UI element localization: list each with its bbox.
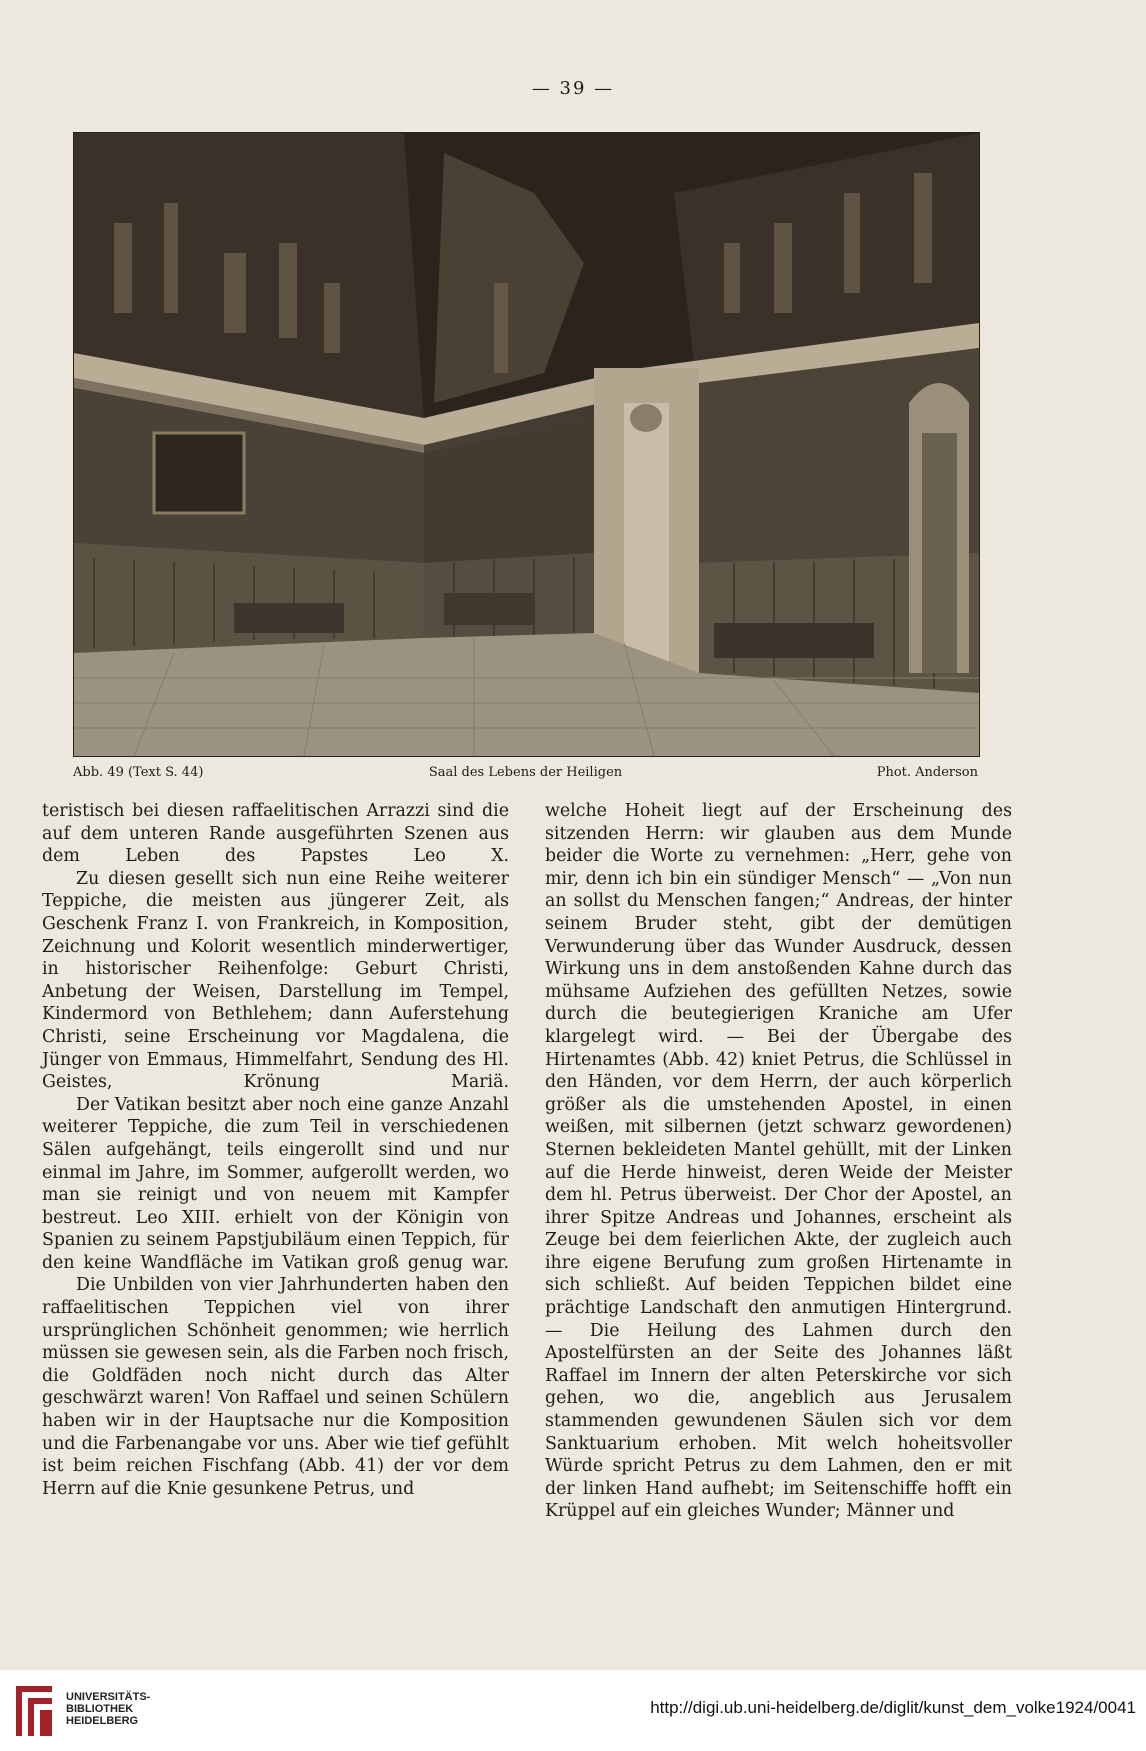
paragraph: teristisch bei diesen raffaelitischen Arrazzi sind die auf dem unteren Rande ausgeführten Szenen aus dem Leben des Papstes Leo X.	[42, 801, 509, 867]
hall-photograph-drawing	[74, 133, 979, 756]
paragraph: welche Hoheit liegt auf der Erscheinung des sitzenden Herrn: wir glauben aus dem Munde beider die Worte zu vernehmen: „Herr, gehe von mir, denn ich bin ein sündiger Mensch“ — „Von nun an sollst du Menschen fangen;“ Andreas, der hinter seinem Bruder steht, gibt der demütigen Verwunderung über das Wunder Ausdruck, dessen Wirkung uns in dem anstoßenden Kahne durch das mühsame Aufziehen des gefüllten Netzes, sowie durch die beutegierigen Kraniche am Ufer klargelegt wird. — Bei der Übergabe des Hirtenamtes (Abb. 42) kniet Petrus, die Schlüssel in den Händen, vor dem Herrn, der auch körperlich größer als die umstehenden Apostel, in einen weißen, mit silbernen (jetzt schwarz gewordenen) Sternen bekleideten Mantel gehüllt, mit der Linken auf die Herde hinweist, deren Weide der Meister dem hl. Petrus überweist. Der Chor der Apostel, an ihrer Spitze Andreas und Johannes, erscheint als Zeuge bei dem feierlichen Akte, der zugleich auch ihre eigene Berufung zum großen Hirtenamte in sich schließt. Auf beiden Teppichen bildet eine prächtige Landschaft den anmutigen Hintergrund. — Die Heilung des Lahmen durch den Apostelfürsten an der Seite des Johannes läßt Raffael im Innern der alten Peterskirche vor sich gehen, wo die, angeblich aus Jerusalem stammenden gewundenen Säulen sich vor dem Sanktuarium erhoben. Mit welch hoheitsvoller Würde spricht Petrus zu dem Lahmen, den er mit der linken Hand aufhebt; im Seitenschiffe hofft ein Krüppel auf ein gleiches Wunder; Männer und	[545, 801, 1012, 1522]
university-library-logo-icon	[12, 1682, 56, 1740]
library-name	[66, 1691, 150, 1727]
caption-title: Saal des Lebens der Heiligen	[428, 765, 623, 780]
hall-photograph	[73, 132, 980, 757]
library-name-line: BIBLIOTHEK	[66, 1703, 134, 1715]
page-number: — 39 —	[531, 78, 615, 99]
source-url-link[interactable]: http://digi.ub.uni-heidelberg.de/diglit/kunst_dem_volke1924/0041	[650, 1698, 1136, 1717]
figure-caption	[73, 765, 978, 785]
caption-figure-number: Abb. 49 (Text S. 44)	[73, 765, 204, 780]
paragraph: Der Vatikan besitzt aber noch eine ganze Anzahl weiterer Teppiche, die zum Teil in verschiedenen Sälen aufgehängt, teils eingerollt sind und nur einmal im Jahre, im Sommer, aufgerollt werden, wo man sie reinigt und von neuem mit Kampfer bestreut. Leo XIII. erhielt von der Königin von Spanien zu seinem Papstjubiläum einen Teppich, für den keine Wandfläche im Vatikan groß genug war.	[42, 1094, 509, 1273]
left-text-column	[42, 800, 509, 1500]
paragraph: Die Unbilden von vier Jahrhunderten haben den raffaelitischen Teppichen viel von ihrer ursprünglichen Schönheit genommen; wie herrlich müssen sie gewesen sein, als die Farben noch frisch, die Goldfäden noch nicht durch das Alter geschwärzt waren! Von Raffael und seinen Schülern haben wir in der Hauptsache nur die Komposition und die Farbenangabe vor uns. Aber wie tief gefühlt ist beim reichen Fischfang (Abb. 41) der vor dem Herrn auf die Knie gesunkene Petrus, und	[42, 1275, 509, 1499]
paragraph: Zu diesen gesellt sich nun eine Reihe weiterer Teppiche, die meisten aus jüngerer Zeit, als Geschenk Franz I. von Frankreich, in Komposition, Zeichnung und Kolorit wesentlich minderwertiger, in historischer Reihenfolge: Geburt Christi, Anbetung der Weisen, Darstellung im Tempel, Kindermord von Bethlehem; dann Auferstehung Christi, seine Erscheinung vor Magdalena, die Jünger von Emmaus, Himmelfahrt, Sendung des Hl. Geistes, Krönung Mariä.	[42, 868, 509, 1093]
caption-photo-credit: Phot. Anderson	[876, 765, 978, 780]
right-text-column	[545, 800, 1012, 1523]
library-footer	[0, 1670, 1146, 1751]
library-name-line: UNIVERSITÄTS-	[66, 1691, 151, 1703]
library-name-line: HEIDELBERG	[66, 1715, 139, 1727]
